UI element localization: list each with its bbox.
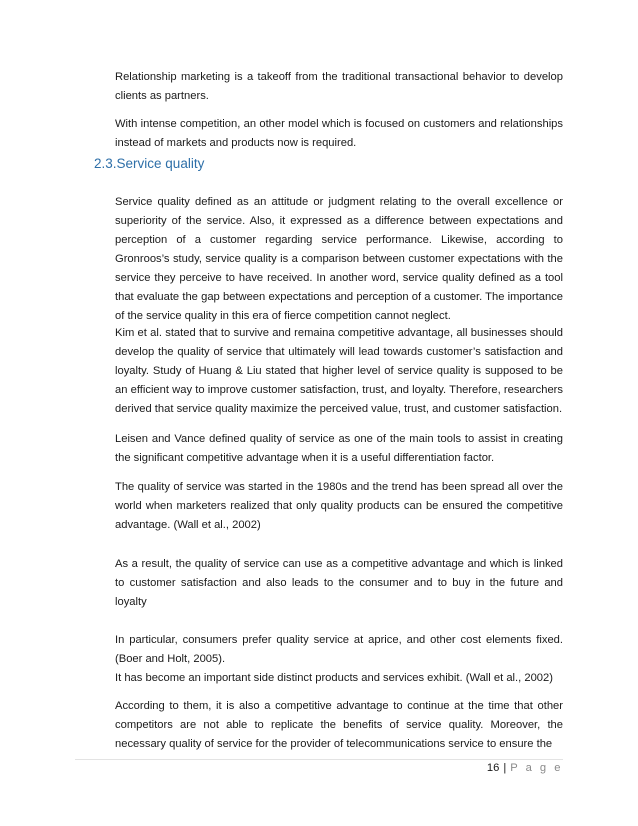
section-number: 2.3.: [94, 156, 117, 171]
page-footer: [487, 762, 563, 774]
paragraph-consumer-preference: In particular, consumers prefer quality service at aprice, and other cost elements fixed. (Boer and Holt, 2005).: [115, 634, 563, 665]
paragraph-service-quality-definition: Service quality defined as an attitude or judgment relating to the overall excellence or superiority of the service. Also, it expressed as a difference between expectations and perception of a customer regarding service performance. Likewise, according to Gronroos’s study, service quality is a comparison between customer expectations with the service they perceive to have received. In another word, service quality defined as a tool that evaluate the gap between expectations and perception of a customer. The importance of the service quality in this era of fierce competition cannot neglect.: [115, 196, 563, 322]
paragraph-distinct-products: It has become an important side distinct products and services exhibit. (Wall et al., 2002): [115, 672, 553, 684]
paragraph-kim-et-al: Kim et al. stated that to survive and remaina competitive advantage, all businesses should develop the quality of service that ultimately will lead towards customer’s satisfaction and loyalty. Study of Huang & Liu stated that higher level of service quality is supposed to be an efficient way to improve customer satisfaction, trust, and loyalty. Therefore, researchers derived that service quality maximize the perceived value, trust, and customer satisfaction.: [115, 327, 563, 415]
intro-paragraph-1: Relationship marketing is a takeoff from the traditional transactional behavior to develop clients as partners.: [115, 71, 563, 102]
paragraph-1980s-trend: The quality of service was started in the 1980s and the trend has been spread all over the world when marketers realized that only quality products can be ensured the competitive advantage. (Wall et al., 2002): [115, 481, 563, 531]
paragraph-replicate-benefits: According to them, it is also a competitive advantage to continue at the time that other competitors are not able to replicate the benefits of service quality. Moreover, the necessary quality of service for the provider of telecommunications service to ensure the: [115, 700, 563, 750]
paragraph-competitive-advantage: As a result, the quality of service can use as a competitive advantage and which is linked to customer satisfaction and also leads to the consumer and to buy in the future and loyalty: [115, 558, 563, 608]
footer-divider: [75, 759, 563, 760]
section-title: Service quality: [116, 156, 205, 171]
footer-separator: |: [503, 762, 507, 774]
page-label: P a g e: [510, 762, 563, 774]
section-heading: [94, 156, 204, 171]
intro-paragraph-2: With intense competition, an other model which is focused on customers and relationships instead of markets and products now is required.: [115, 118, 563, 149]
paragraph-leisen-vance: Leisen and Vance defined quality of service as one of the main tools to assist in creating the significant competitive advantage when it is a useful differentiation factor.: [115, 433, 563, 464]
page-number: 16: [486, 762, 500, 774]
